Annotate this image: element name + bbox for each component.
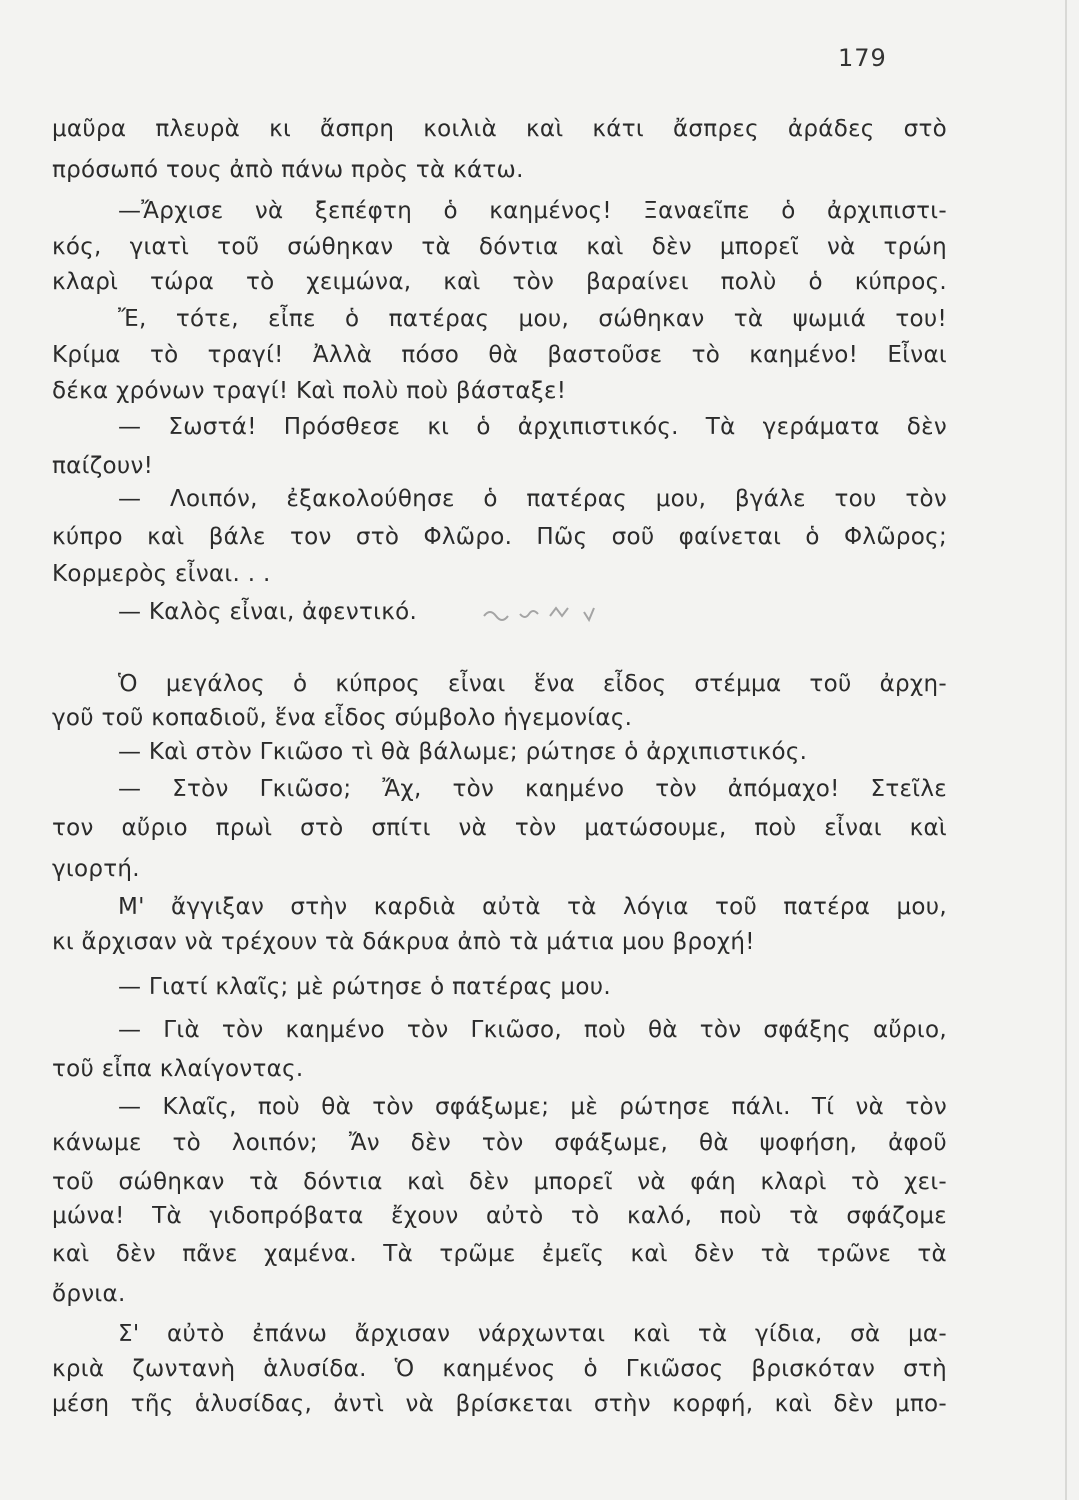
page-number: 179: [838, 44, 887, 72]
text-line: — Λοιπόν, ἐξακολούθησε ὁ πατέρας μου, βγάλε του τὸν: [118, 486, 947, 512]
text-line: — Σωστά! Πρόσθεσε κι ὁ ἀρχιπιστικός. Τὰ γεράματα δὲν: [118, 414, 947, 440]
page-edge: [1065, 0, 1067, 1500]
text-line: κύπρο καὶ βάλε τον στὸ Φλῶρο. Πῶς σοῦ φαίνεται ὁ Φλῶρος;: [52, 524, 947, 550]
text-line: — Καὶ στὸν Γκιῶσο τὶ θὰ βάλωμε; ρώτησε ὁ ἀρχιπιστικός.: [118, 739, 808, 765]
text-line: καὶ δὲν πᾶνε χαμένα. Τὰ τρῶμε ἐμεῖς καὶ δὲν τὰ τρῶνε τὰ: [52, 1241, 947, 1267]
text-line: μέση τῆς ἁλυσίδας, ἀντὶ νὰ βρίσκεται στὴν κορφή, καὶ δὲν μπο-: [52, 1391, 947, 1417]
text-line: — Γιὰ τὸν καημένο τὸν Γκιῶσο, ποὺ θὰ τὸν σφάξης αὔριο,: [118, 1017, 947, 1043]
text-line: Σ' αὐτὸ ἐπάνω ἄρχισαν νάρχωνται καὶ τὰ γίδια, σὰ μα-: [118, 1321, 947, 1347]
text-line: γοῦ τοῦ κοπαδιοῦ, ἕνα εἶδος σύμβολο ἡγεμονίας.: [52, 705, 633, 731]
text-line: κλαρὶ τώρα τὸ χειμώνα, καὶ τὸν βαραίνει πολὺ ὁ κύπρος.: [52, 269, 947, 295]
text-line: Κρίμα τὸ τραγί! Ἀλλὰ πόσο θὰ βαστοῦσε τὸ καημένο! Εἶναι: [52, 342, 947, 368]
text-line: — Γιατί κλαῖς; μὲ ρώτησε ὁ πατέρας μου.: [118, 974, 611, 1000]
text-line: πρόσωπό τους ἀπὸ πάνω πρὸς τὰ κάτω.: [52, 157, 524, 183]
text-line: τοῦ εἶπα κλαίγοντας.: [52, 1056, 304, 1082]
text-line: κριὰ ζωντανὴ ἁλυσίδα. Ὁ καημένος ὁ Γκιῶσος βρισκόταν στὴ: [52, 1356, 947, 1382]
text-line: γιορτή.: [52, 856, 140, 882]
text-line: τοῦ σώθηκαν τὰ δόντια καὶ δὲν μπορεῖ νὰ φάη κλαρὶ τὸ χει-: [52, 1169, 947, 1195]
text-line: μώνα! Τὰ γιδοπρόβατα ἔχουν αὐτὸ τὸ καλό, ποὺ τὰ σφάζομε: [52, 1203, 947, 1229]
text-line: ὄρνια.: [52, 1281, 126, 1307]
text-line: κι ἄρχισαν νὰ τρέχουν τὰ δάκρυα ἀπὸ τὰ μάτια μου βροχή!: [52, 929, 755, 955]
text-line: παίζουν!: [52, 453, 154, 479]
text-line: Ὁ μεγάλος ὁ κύπρος εἶναι ἕνα εἶδος στέμμα τοῦ ἀρχη-: [118, 671, 947, 697]
text-line: — Στὸν Γκιῶσο; Ἄχ, τὸν καημένο τὸν ἀπόμαχο! Στεῖλε: [118, 776, 947, 802]
text-line: — Κλαῖς, ποὺ θὰ τὸν σφάξωμε; μὲ ρώτησε πάλι. Τί νὰ τὸν: [118, 1094, 947, 1120]
text-line: Μ' ἄγγιξαν στὴν καρδιὰ αὐτὰ τὰ λόγια τοῦ πατέρα μου,: [118, 894, 947, 920]
text-line: τον αὔριο πρωὶ στὸ σπίτι νὰ τὸν ματώσουμε, ποὺ εἶναι καὶ: [52, 815, 947, 841]
text-line: Κορμερὸς εἶναι. . .: [52, 561, 271, 587]
text-line: μαῦρα πλευρὰ κι ἄσπρη κοιλιὰ καὶ κάτι ἄσπρες ἀράδες στὸ: [52, 116, 947, 142]
text-line: κός, γιατὶ τοῦ σώθηκαν τὰ δόντια καὶ δὲν μπορεῖ νὰ τρώη: [52, 234, 947, 260]
text-line: δέκα χρόνων τραγί! Καὶ πολὺ ποὺ βάσταξε!: [52, 378, 567, 404]
text-line: Ἔ, τότε, εἶπε ὁ πατέρας μου, σώθηκαν τὰ ψωμιά του!: [118, 306, 947, 332]
text-line: κάνωμε τὸ λοιπόν; Ἄν δὲν τὸν σφάξωμε, θὰ ψοφήση, ἀφοῦ: [52, 1130, 947, 1156]
text-line: — Καλὸς εἶναι, ἀφεντικό.: [118, 599, 418, 625]
scroll-ornament-icon: [480, 598, 620, 628]
text-line: —Ἄρχισε νὰ ξεπέφτη ὁ καημένος! Ξαναεῖπε ὁ ἀρχιπιστι-: [118, 198, 947, 224]
